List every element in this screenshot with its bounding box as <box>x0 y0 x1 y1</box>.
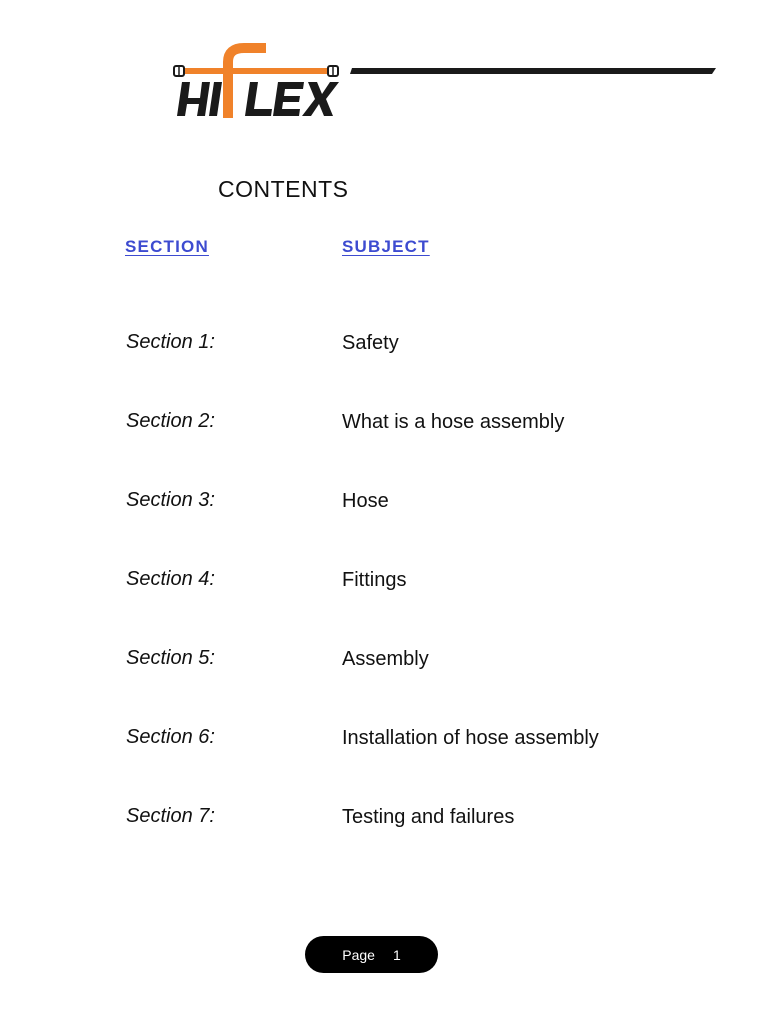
page-number-badge <box>305 936 438 973</box>
toc-subject: What is a hose assembly <box>342 411 565 433</box>
page-label: Page <box>342 946 375 963</box>
toc-row <box>0 489 768 519</box>
toc-section-label: Section 7: <box>126 805 215 827</box>
toc-subject: Fittings <box>342 569 407 591</box>
toc-section-label: Section 1: <box>126 331 215 353</box>
toc-section-label: Section 5: <box>126 647 215 669</box>
page-number: 1 <box>392 946 401 963</box>
hiflex-logo <box>170 40 340 122</box>
toc-subject: Installation of hose assembly <box>342 727 599 749</box>
toc-subject: Assembly <box>342 648 429 670</box>
toc-section-label: Section 3: <box>126 489 215 511</box>
toc-row <box>0 726 768 756</box>
toc-row <box>0 410 768 440</box>
toc-row <box>0 647 768 677</box>
toc-row <box>0 805 768 835</box>
header-rule <box>350 66 716 76</box>
toc-row <box>0 568 768 598</box>
toc-section-label: Section 2: <box>126 410 215 432</box>
subject-column-header[interactable]: SUBJECT <box>342 237 430 256</box>
page-title: CONTENTS <box>218 176 349 202</box>
toc-section-label: Section 6: <box>126 726 215 748</box>
toc-subject: Hose <box>342 490 389 512</box>
toc-subject: Safety <box>342 332 399 354</box>
toc-row <box>0 331 768 361</box>
toc-subject: Testing and failures <box>342 806 515 828</box>
section-column-header[interactable]: SECTION <box>125 237 209 256</box>
toc-section-label: Section 4: <box>126 568 215 590</box>
